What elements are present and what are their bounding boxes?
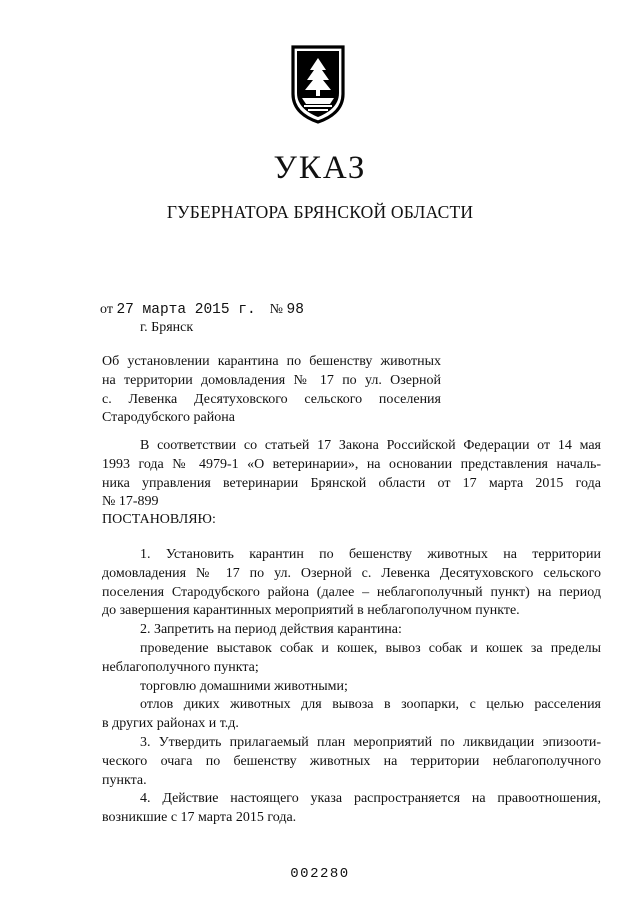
- decree-word: ПОСТАНОВЛЯЮ:: [102, 512, 216, 527]
- date-value: 27 марта 2015 г.: [116, 302, 256, 318]
- number-value: 98: [286, 302, 304, 318]
- subject-heading: [102, 353, 441, 428]
- body-line: домовладения № 17 по ул. Озерной с. Левенка Десятуховского сельского: [102, 565, 601, 581]
- subject-line: Об установлении карантина по бешенству животных: [102, 354, 441, 369]
- subject-line: на территории домовладения № 17 по ул. Озерной: [102, 372, 441, 388]
- preamble-line: 1993 года № 4979-1 «О ветеринарии», на основании представления началь-: [102, 456, 601, 472]
- body-line: 3. Утвердить прилагаемый план мероприятий по ликвидации эпизооти-: [140, 734, 601, 750]
- date-number-line: [100, 302, 304, 318]
- document-subtitle: ГУБЕРНАТОРА БРЯНСКОЙ ОБЛАСТИ: [166, 202, 474, 222]
- body-line: 1. Установить карантин по бешенству животных на территории: [140, 547, 601, 562]
- preamble-paragraph: [102, 437, 601, 512]
- body-line: ческого очага по бешенству животных на территории неблагополучного: [102, 753, 601, 769]
- body-line: проведение выставок собак и кошек, вывоз собак и кошек за пределы: [140, 640, 601, 656]
- body-line: в других районах и т.д.: [102, 716, 239, 732]
- body-line: 4. Действие настоящего указа распространяется на правоотношения,: [140, 791, 601, 807]
- body-line: 2. Запретить на период действия карантина:: [140, 622, 402, 638]
- number-prefix: №: [269, 302, 284, 317]
- body-line: отлов диких животных для вывоза в зоопарки, с целью расселения: [140, 697, 601, 713]
- coat-of-arms-emblem: [290, 44, 346, 124]
- body-line: до завершения карантинных мероприятий в неблагополучном пункте.: [102, 603, 520, 619]
- subject-line: с. Левенка Десятуховского сельского поселения: [102, 391, 441, 407]
- body-line: поселения Стародубского района (далее – неблагополучный пункт) на период: [102, 584, 601, 600]
- date-prefix: от: [100, 302, 113, 317]
- preamble-line: № 17-899: [102, 494, 159, 510]
- city: г. Брянск: [140, 320, 194, 335]
- subject-line: Стародубского района: [102, 410, 235, 426]
- document-title: УКАЗ: [273, 150, 367, 186]
- preamble-line: ника управления ветеринарии Брянской области от 17 марта 2015 года: [102, 475, 601, 491]
- body-line: возникшие с 17 марта 2015 года.: [102, 810, 297, 826]
- body-line: пункта.: [102, 772, 147, 788]
- body-line: торговлю домашними животными;: [140, 678, 348, 694]
- body-line: неблагополучного пункта;: [102, 659, 259, 675]
- decree-body: [102, 546, 601, 828]
- preamble-line: В соответствии со статьей 17 Закона Российской Федерации от 14 мая: [140, 438, 601, 453]
- serial-number-stamp: 002280: [290, 866, 350, 882]
